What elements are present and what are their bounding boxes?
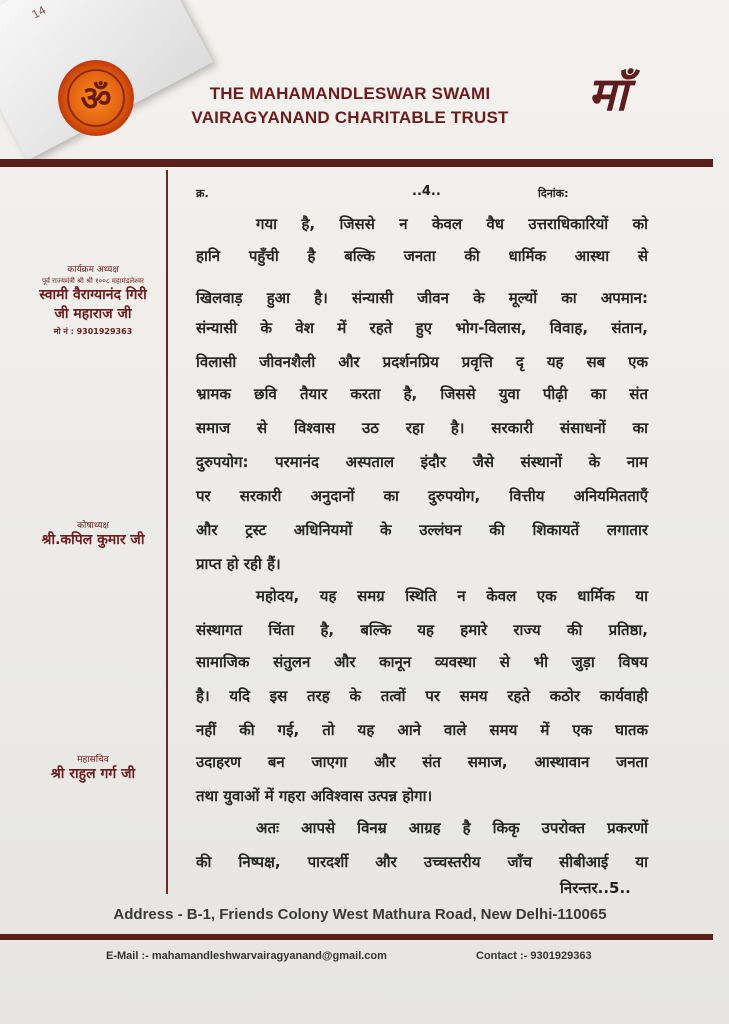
om-logo-glyph: ॐ [80,79,112,119]
sidebar-treasurer [26,518,160,550]
org-title-line2: VAIRAGYANAND CHARITABLE TRUST [191,108,509,127]
footer-contact: Contact :- 9301929363 [476,950,592,962]
body-line: अतः आपसे विनम्र आग्रह है किकृ उपरोक्त प्रकरणों [256,819,648,837]
page-number: ..4.. [412,184,441,199]
president-name-line1: स्वामी वैराग्यानंद गिरी [39,287,147,303]
footer-divider [0,934,713,940]
reference-label: क्र. [196,187,209,200]
body-line: प्राप्त हो रही हैं। [196,555,281,573]
body-line: हानि पहुँची है बल्कि जनता की धार्मिक आस्था से [196,247,648,265]
om-logo-icon [58,60,134,136]
body-line: नहीं की गई, तो यह आने वाले समय में एक घातक [196,721,648,739]
org-title-line1: THE MAHAMANDLESWAR SWAMI [209,84,491,103]
body-line: गया है, जिससे न केवल वैध उत्तराधिकारियों को [256,215,648,233]
continued-marker: निरन्तर..5.. [560,879,631,897]
body-line: महोदय, यह समग्र स्थिति न केवल एक धार्मिक या [256,587,648,605]
footer-address: Address - B-1, Friends Colony West Mathura Road, New Delhi-110065 [113,906,607,923]
date-label: दिनांक: [538,187,569,200]
body-line: पर सरकारी अनुदानों का दुरुपयोग, वित्तीय अनियमितताएँ [196,487,648,505]
body-line: उदाहरण बन जाएगा और संत समाज, आस्थावान जनता [196,753,648,771]
sidebar-president [26,262,160,337]
treasurer-role: कोषाध्यक्ष [77,521,109,531]
sidebar-divider [166,170,168,894]
footer-email: E-Mail :- mahamandleshwarvairagyanand@gmail.com [106,950,387,962]
body-line: समाज से विश्वास उठ रहा है। सरकारी संसाधनों का [196,419,648,437]
body-line: की निष्पक्ष, पारदर्शी और उच्चस्तरीय जाँच सीबीआई या [196,853,648,871]
body-line: विलासी जीवनशैली और प्रदर्शनप्रिय प्रवृत्ति दृ यह सब एक [196,353,648,371]
body-line: संन्यासी के वेश में रहते हुए भोग-विलास, विवाह, संतान, [196,319,648,337]
president-subtitle: पूर्व राज्यमंत्री श्री श्री १००८ महामंडलेश्वर [42,277,144,285]
treasurer-name: श्री.कपिल कुमार जी [41,532,145,548]
president-role: कार्यक्रम अध्यक्ष [67,265,119,275]
body-line: संस्थागत चिंता है, बल्कि यह हमारे राज्य की प्रतिष्ठा, [196,621,648,639]
body-line: सामाजिक संतुलन और कानून व्यवस्था से भी जुड़ा विषय [196,653,648,671]
body-line: दुरुपयोग: परमानंद अस्पताल इंदौर जैसे संस्थानों के नाम [196,453,648,471]
maa-logo-icon: माँ [588,67,628,121]
body-line: भ्रामक छवि तैयार करता है, जिससे युवा पीढ़ी का संत [196,385,649,403]
president-name-line2: जी महाराज जी [54,306,132,322]
body-line: और ट्रस्ट अधिनियमों के उल्लंघन की शिकायतें लगातार [196,521,648,539]
body-line: है। यदि इस तरह के तत्वों पर समय रहते कठोर कार्यवाही [196,687,648,705]
sidebar-secretary [26,752,160,784]
president-mobile: मो नं : 9301929363 [53,327,133,336]
secretary-name: श्री राहुल गर्ग जी [50,766,136,782]
corner-number: 14 [29,3,49,22]
body-line: खिलवाड़ हुआ है। संन्यासी जीवन के मूल्यों का अपमान: [196,289,648,307]
secretary-role: महासचिव [77,755,109,765]
body-line: तथा युवाओं में गहरा अविश्वास उत्पन्न होगा। [196,787,433,805]
header-divider [0,159,713,167]
